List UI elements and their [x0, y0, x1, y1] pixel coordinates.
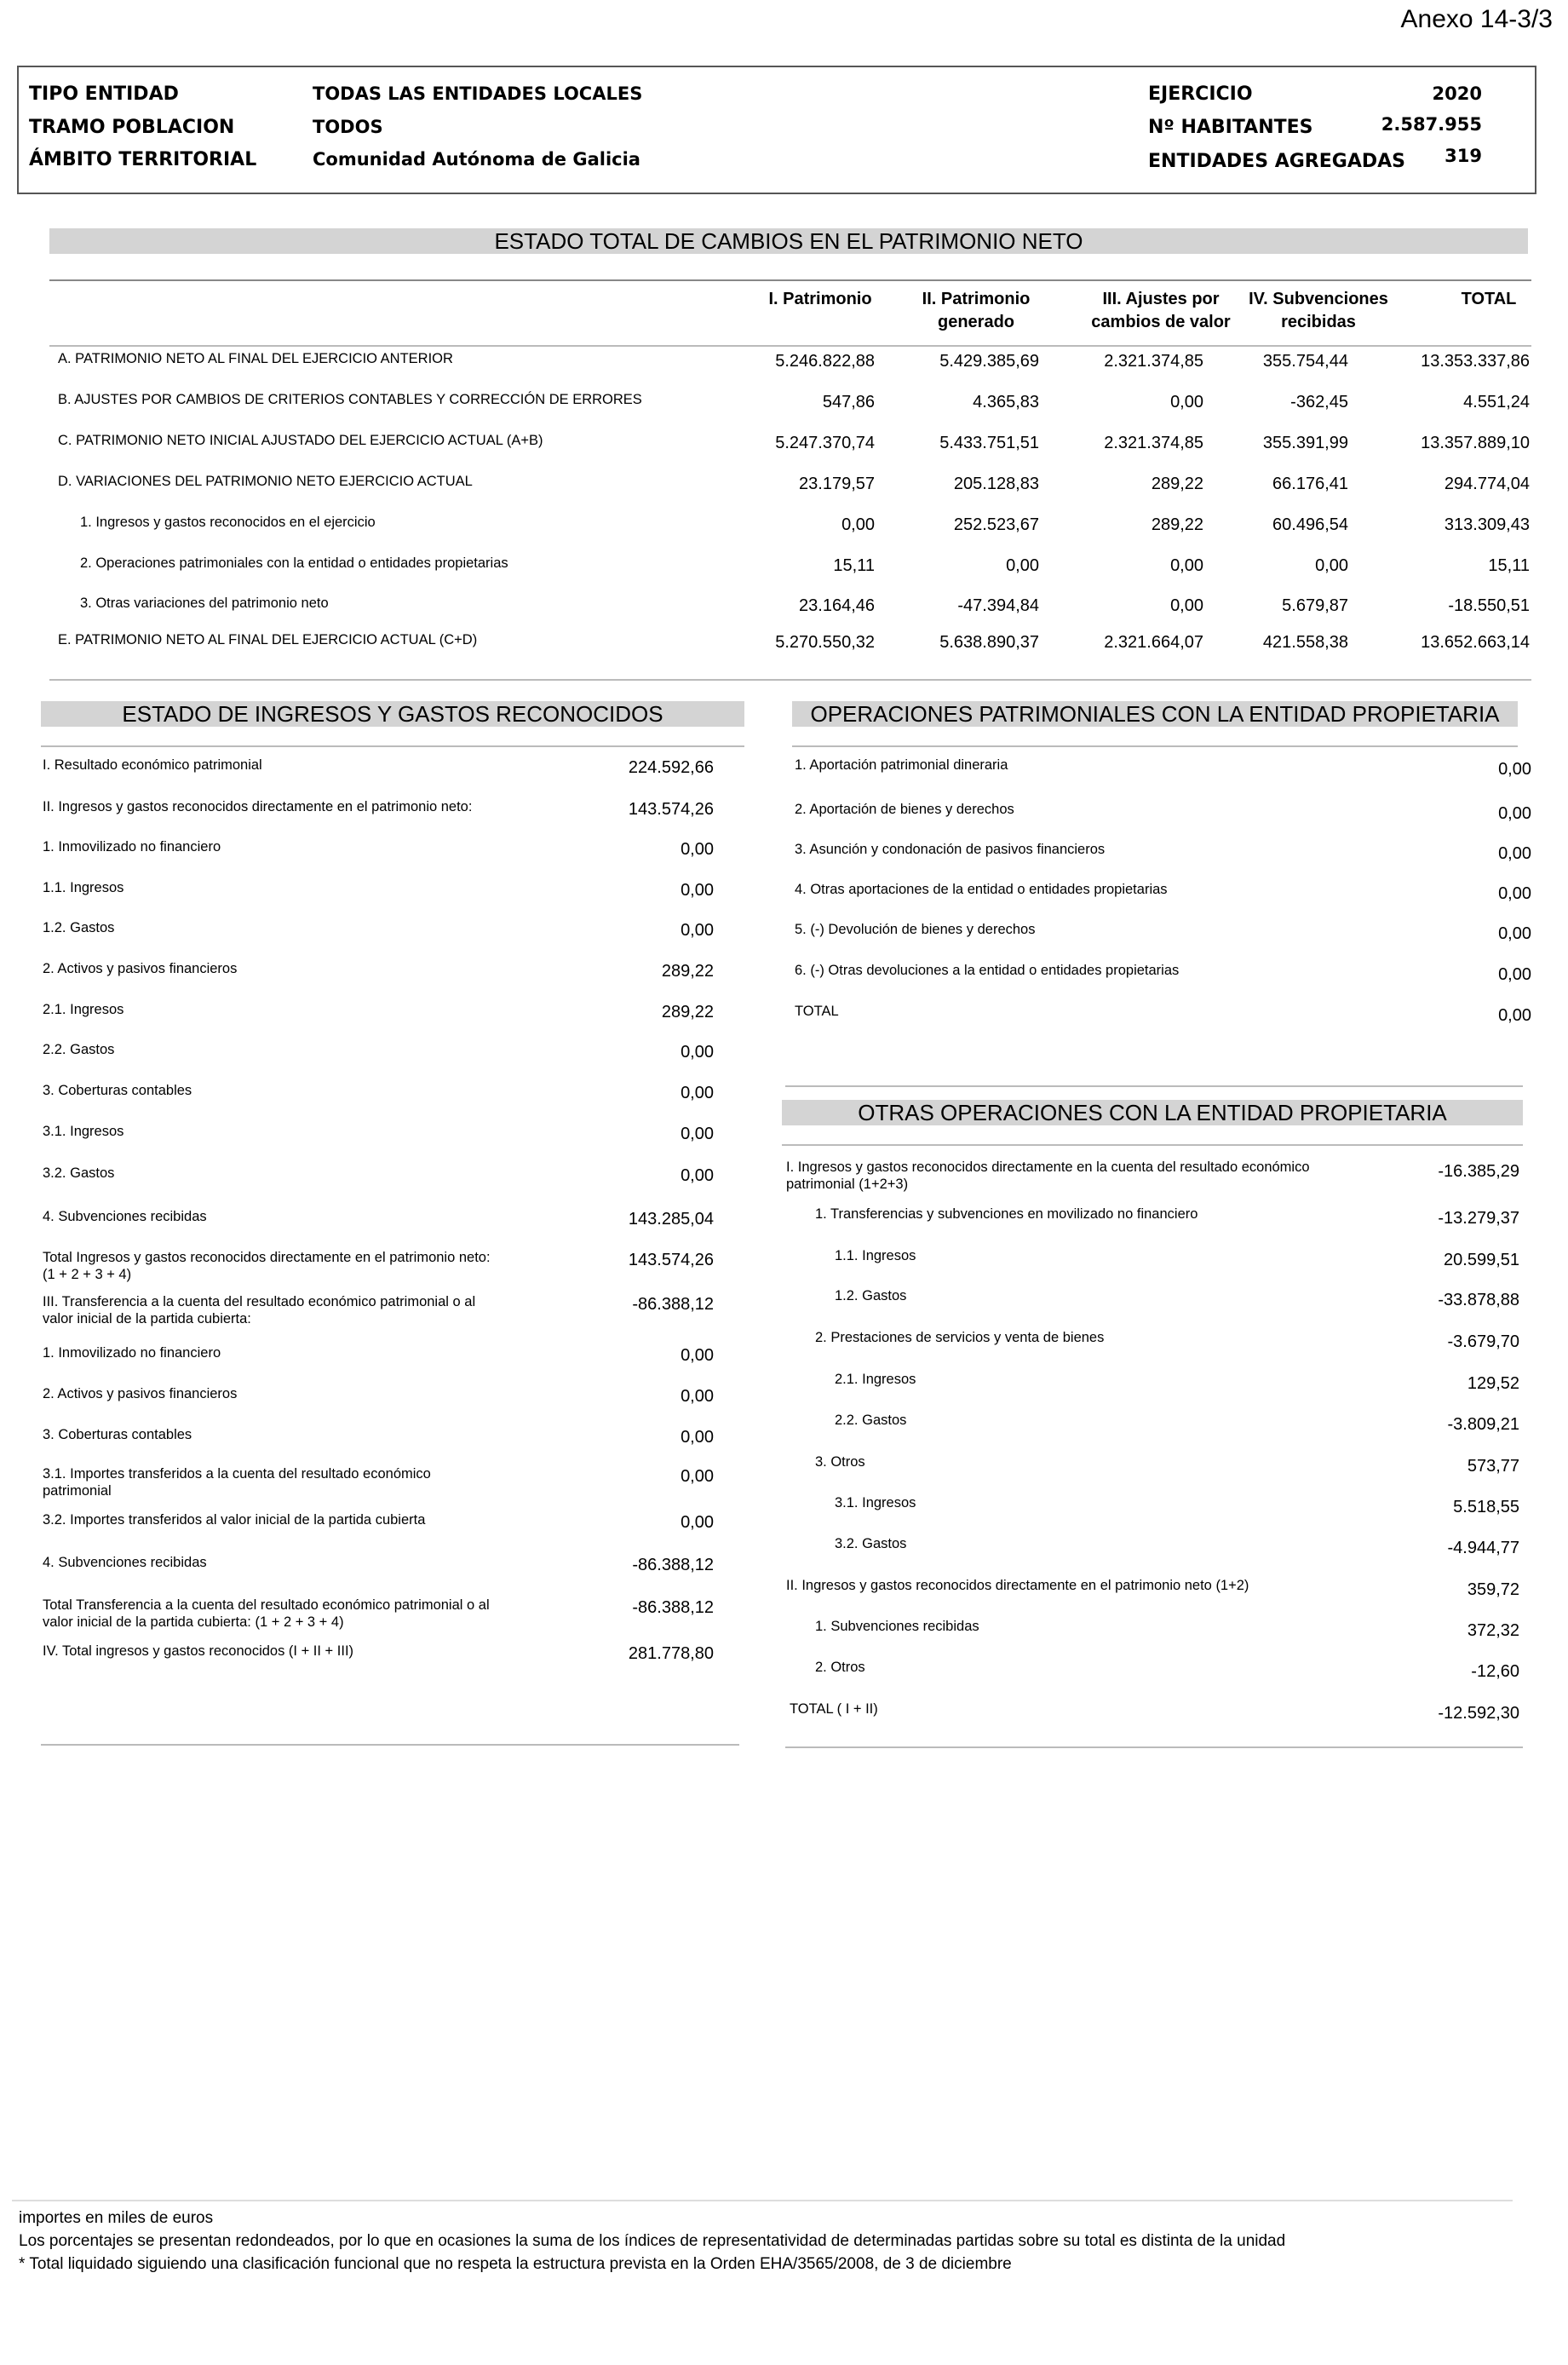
ingresos-top-rule [41, 745, 744, 747]
ingresos-row-label: 2.1. Ingresos [43, 1002, 124, 1017]
operaciones-row-label: 1. Aportación patrimonial dineraria [795, 757, 1008, 773]
cambios-col-header: II. Patrimonio generado [922, 290, 1031, 331]
cambios-row-value: 421.558,38 [1262, 633, 1348, 652]
otras-row-label-cont: patrimonial (1+2+3) [786, 1177, 909, 1192]
cambios-row-value: 15,11 [833, 556, 875, 575]
otras-row-label: 1.1. Ingresos [835, 1248, 916, 1263]
cambios-row-value: 313.309,43 [1444, 515, 1530, 534]
cambios-row-value: 205.128,83 [953, 475, 1039, 493]
ingresos-row-value: 0,00 [681, 1084, 714, 1102]
otras-row-label: 2.1. Ingresos [835, 1372, 916, 1387]
footer-units: importes en miles de euros [19, 2209, 214, 2227]
otras-row-value: 20.599,51 [1444, 1251, 1519, 1269]
cambios-row-value: 15,11 [1488, 556, 1530, 575]
ingresos-row-label: 1. Inmovilizado no financiero [43, 839, 221, 855]
cambios-row-value: 252.523,67 [953, 515, 1039, 534]
cambios-row-value: 2.321.664,07 [1104, 633, 1203, 652]
cambios-row-value: 23.179,57 [799, 475, 875, 493]
otras-row-label: 1. Transferencias y subvenciones en movilizado no financiero [815, 1206, 1198, 1222]
ingresos-row-value: 0,00 [681, 1125, 714, 1143]
cambios-row-value: 5.247.370,74 [775, 434, 875, 452]
otras-row-label: 2. Prestaciones de servicios y venta de bienes [815, 1330, 1105, 1345]
ingresos-row-label: IV. Total ingresos y gastos reconocidos (I + II + III) [43, 1643, 354, 1659]
footer-rule [12, 2200, 1513, 2201]
footer-rounding-note: Los porcentajes se presentan redondeados, por lo que en ocasiones la suma de los índices de representatividad de determinadas partidas sobre su total es distinta de la unidad [19, 2232, 1286, 2250]
ingresos-row-value: -86.388,12 [632, 1598, 714, 1617]
tipo-entidad-label: TIPO ENTIDAD [29, 83, 179, 105]
cambios-row-value: 5.246.822,88 [775, 352, 875, 371]
operaciones-row-value: 0,00 [1498, 1006, 1531, 1025]
cambios-row-value: 5.429.385,69 [939, 352, 1039, 371]
ingresos-bottom-rule [41, 1744, 739, 1746]
ingresos-row-label: 1. Inmovilizado no financiero [43, 1345, 221, 1361]
ingresos-row-label: II. Ingresos y gastos reconocidos directamente en el patrimonio neto: [43, 799, 473, 814]
operaciones-title: OPERACIONES PATRIMONIALES CON LA ENTIDAD PROPIETARIA [792, 701, 1518, 727]
cambios-row-label: 3. Otras variaciones del patrimonio neto [80, 596, 329, 611]
otras-row-value: 5.518,55 [1453, 1498, 1519, 1516]
cambios-row-label: A. PATRIMONIO NETO AL FINAL DEL EJERCICIO ANTERIOR [58, 351, 453, 366]
cambios-row-value: 60.496,54 [1272, 515, 1348, 534]
cambios-row-label: 1. Ingresos y gastos reconocidos en el ejercicio [80, 515, 376, 530]
ingresos-row-label-cont: valor inicial de la partida cubierta: [43, 1311, 251, 1326]
ingresos-row-value: 0,00 [681, 840, 714, 859]
ingresos-row-value: 143.574,26 [628, 800, 714, 819]
ingresos-row-label-cont: valor inicial de la partida cubierta: (1 + 2 + 3 + 4) [43, 1614, 344, 1630]
otras-row-value: -13.279,37 [1438, 1209, 1519, 1228]
cambios-row-value: 355.754,44 [1262, 352, 1348, 371]
otras-row-label: I. Ingresos y gastos reconocidos directamente en la cuenta del resultado económico [786, 1159, 1310, 1175]
cambios-row-value: 0,00 [1315, 556, 1348, 575]
cambios-row-value: 289,22 [1151, 475, 1203, 493]
ingresos-row-value: 0,00 [681, 1387, 714, 1406]
otras-top-rule [785, 1085, 1523, 1087]
cambios-row-label: B. AJUSTES POR CAMBIOS DE CRITERIOS CONTABLES Y CORRECCIÓN DE ERRORES [58, 392, 642, 407]
cambios-row-label: D. VARIACIONES DEL PATRIMONIO NETO EJERCICIO ACTUAL [58, 474, 473, 489]
otras-row-value: -12.592,30 [1438, 1704, 1519, 1723]
ingresos-row-label-cont: (1 + 2 + 3 + 4) [43, 1267, 132, 1282]
ejercicio-value: 2020 [1432, 83, 1482, 104]
cambios-row-value: 13.357.889,10 [1421, 434, 1530, 452]
ingresos-row-label: Total Ingresos y gastos reconocidos directamente en el patrimonio neto: [43, 1250, 491, 1265]
ingresos-row-value: 0,00 [681, 1166, 714, 1185]
otras-row-value: -4.944,77 [1447, 1539, 1519, 1557]
cambios-row-value: 66.176,41 [1272, 475, 1348, 493]
operaciones-row-value: 0,00 [1498, 924, 1531, 943]
operaciones-top-rule [792, 745, 1518, 747]
operaciones-row-label: 6. (-) Otras devoluciones a la entidad o entidades propietarias [795, 963, 1180, 978]
otras-header-rule [782, 1144, 1523, 1146]
ingresos-row-value: 0,00 [681, 921, 714, 940]
otras-title: OTRAS OPERACIONES CON LA ENTIDAD PROPIETARIA [782, 1100, 1523, 1125]
otras-row-value: -12,60 [1471, 1662, 1519, 1681]
otras-row-label: 3.2. Gastos [835, 1536, 907, 1551]
cambios-row-value: 5.679,87 [1282, 596, 1348, 615]
ingresos-row-label: 3.1. Importes transferidos a la cuenta del resultado económico [43, 1466, 431, 1482]
operaciones-row-label: 5. (-) Devolución de bienes y derechos [795, 922, 1036, 937]
ingresos-row-value: 289,22 [661, 962, 714, 981]
otras-row-value: -33.878,88 [1438, 1291, 1519, 1309]
otras-row-label: 1.2. Gastos [835, 1288, 907, 1303]
cambios-col-header: TOTAL [1461, 290, 1517, 308]
cambios-row-value: 289,22 [1151, 515, 1203, 534]
otras-row-label: 3. Otros [815, 1454, 865, 1470]
otras-row-value: -3.809,21 [1447, 1415, 1519, 1434]
ingresos-row-label: 3. Coberturas contables [43, 1083, 192, 1098]
cambios-row-label: C. PATRIMONIO NETO INICIAL AJUSTADO DEL EJERCICIO ACTUAL (A+B) [58, 433, 543, 448]
ingresos-row-value: 281.778,80 [628, 1644, 714, 1663]
ambito-value: Comunidad Autónoma de Galicia [313, 149, 640, 170]
cambios-col-header: I. Patrimonio [768, 290, 872, 308]
ingresos-row-label: 1.2. Gastos [43, 920, 115, 935]
cambios-row-value: -47.394,84 [957, 596, 1039, 615]
operaciones-row-label: 2. Aportación de bienes y derechos [795, 802, 1014, 817]
cambios-row-value: 547,86 [822, 393, 875, 411]
cambios-row-value: 0,00 [841, 515, 875, 534]
operaciones-row-label: 3. Asunción y condonación de pasivos financieros [795, 842, 1106, 857]
cambios-row-value: -362,45 [1290, 393, 1348, 411]
ingresos-row-value: 0,00 [681, 1346, 714, 1365]
cambios-row-label: E. PATRIMONIO NETO AL FINAL DEL EJERCICIO ACTUAL (C+D) [58, 632, 478, 647]
otras-bottom-rule [785, 1746, 1523, 1748]
otras-row-value: -16.385,29 [1438, 1162, 1519, 1181]
ingresos-row-label: III. Transferencia a la cuenta del resultado económico patrimonial o al [43, 1294, 476, 1309]
otras-row-value: 372,32 [1467, 1621, 1519, 1640]
ingresos-row-value: 143.285,04 [628, 1210, 714, 1229]
cambios-row-label: 2. Operaciones patrimoniales con la entidad o entidades propietarias [80, 555, 508, 571]
ingresos-row-value: -86.388,12 [632, 1295, 714, 1314]
ingresos-title: ESTADO DE INGRESOS Y GASTOS RECONOCIDOS [41, 701, 744, 727]
cambios-row-value: -18.550,51 [1448, 596, 1530, 615]
cambios-row-value: 4.551,24 [1463, 393, 1530, 411]
entidades-label: ENTIDADES AGREGADAS [1148, 151, 1405, 172]
otras-row-label: 2.2. Gastos [835, 1413, 907, 1428]
tipo-entidad-value: TODAS LAS ENTIDADES LOCALES [313, 83, 643, 104]
cambios-row-value: 2.321.374,85 [1104, 434, 1203, 452]
ingresos-row-label: 2.2. Gastos [43, 1042, 115, 1057]
ingresos-row-label: 3.2. Gastos [43, 1165, 115, 1181]
otras-row-value: 359,72 [1467, 1580, 1519, 1599]
ingresos-row-value: 289,22 [661, 1003, 714, 1021]
cambios-row-value: 355.391,99 [1262, 434, 1348, 452]
ingresos-row-value: 143.574,26 [628, 1251, 714, 1269]
cambios-row-value: 13.652.663,14 [1421, 633, 1530, 652]
otras-row-label: 1. Subvenciones recibidas [815, 1619, 979, 1634]
ingresos-row-label: I. Resultado económico patrimonial [43, 757, 262, 773]
tramo-value: TODOS [313, 117, 383, 137]
cambios-row-value: 4.365,83 [973, 393, 1039, 411]
cambios-row-value: 2.321.374,85 [1104, 352, 1203, 371]
ingresos-row-label: 4. Subvenciones recibidas [43, 1555, 207, 1570]
ingresos-row-label: Total Transferencia a la cuenta del resultado económico patrimonial o al [43, 1597, 490, 1613]
operaciones-row-value: 0,00 [1498, 760, 1531, 779]
operaciones-row-value: 0,00 [1498, 884, 1531, 903]
otras-row-value: 573,77 [1467, 1457, 1519, 1476]
ingresos-row-label: 1.1. Ingresos [43, 880, 124, 895]
ingresos-row-label: 2. Activos y pasivos financieros [43, 961, 238, 976]
otras-row-label: 3.1. Ingresos [835, 1495, 916, 1510]
cambios-row-value: 5.433.751,51 [939, 434, 1039, 452]
tramo-label: TRAMO POBLACION [29, 117, 235, 138]
operaciones-row-value: 0,00 [1498, 965, 1531, 984]
ejercicio-label: EJERCICIO [1148, 83, 1253, 105]
cambios-header-rule [49, 345, 1531, 347]
ingresos-row-value: 0,00 [681, 881, 714, 900]
footer-functional-note: * Total liquidado siguiendo una clasificación funcional que no respeta la estructura prevista en la Orden EHA/3565/2008, de 3 de diciembre [19, 2255, 1012, 2273]
cambios-row-value: 13.353.337,86 [1421, 352, 1530, 371]
cambios-row-value: 5.638.890,37 [939, 633, 1039, 652]
cambios-col-header: III. Ajustes por cambios de valor [1091, 290, 1231, 331]
cambios-row-value: 23.164,46 [799, 596, 875, 615]
cambios-bottom-rule [49, 679, 1531, 681]
cambios-row-value: 0,00 [1170, 556, 1203, 575]
ingresos-row-value: 0,00 [681, 1513, 714, 1532]
ingresos-row-label: 3.2. Importes transferidos al valor inicial de la partida cubierta [43, 1512, 426, 1528]
cambios-title: ESTADO TOTAL DE CAMBIOS EN EL PATRIMONIO NETO [49, 228, 1528, 254]
cambios-row-value: 294.774,04 [1444, 475, 1530, 493]
entidades-value: 319 [1445, 146, 1482, 166]
otras-row-value: -3.679,70 [1447, 1332, 1519, 1351]
ingresos-row-label-cont: patrimonial [43, 1483, 112, 1499]
operaciones-row-label: TOTAL [795, 1004, 839, 1019]
ingresos-row-value: 0,00 [681, 1043, 714, 1062]
cambios-row-value: 0,00 [1006, 556, 1039, 575]
operaciones-row-value: 0,00 [1498, 804, 1531, 823]
cambios-top-rule [49, 279, 1531, 281]
operaciones-row-label: 4. Otras aportaciones de la entidad o entidades propietarias [795, 882, 1168, 897]
cambios-row-value: 0,00 [1170, 393, 1203, 411]
cambios-row-value: 5.270.550,32 [775, 633, 875, 652]
operaciones-row-value: 0,00 [1498, 844, 1531, 863]
cambios-row-value: 0,00 [1170, 596, 1203, 615]
ingresos-row-label: 3.1. Ingresos [43, 1124, 124, 1139]
cambios-col-header: IV. Subvenciones recibidas [1249, 290, 1388, 331]
otras-row-label: 2. Otros [815, 1660, 865, 1675]
ingresos-row-label: 3. Coberturas contables [43, 1427, 192, 1442]
annex-label: Anexo 14-3/3 [1400, 5, 1553, 33]
ingresos-row-label: 2. Activos y pasivos financieros [43, 1386, 238, 1401]
otras-row-label: TOTAL ( I + II) [790, 1701, 878, 1717]
ambito-label: ÁMBITO TERRITORIAL [29, 149, 257, 170]
ingresos-row-value: 0,00 [681, 1467, 714, 1486]
otras-row-value: 129,52 [1467, 1374, 1519, 1393]
habitantes-label: Nº HABITANTES [1148, 117, 1313, 138]
ingresos-row-value: -86.388,12 [632, 1556, 714, 1574]
ingresos-row-label: 4. Subvenciones recibidas [43, 1209, 207, 1224]
ingresos-row-value: 0,00 [681, 1428, 714, 1447]
otras-row-label: II. Ingresos y gastos reconocidos directamente en el patrimonio neto (1+2) [786, 1578, 1249, 1593]
ingresos-row-value: 224.592,66 [628, 758, 714, 777]
habitantes-value: 2.587.955 [1381, 114, 1482, 135]
